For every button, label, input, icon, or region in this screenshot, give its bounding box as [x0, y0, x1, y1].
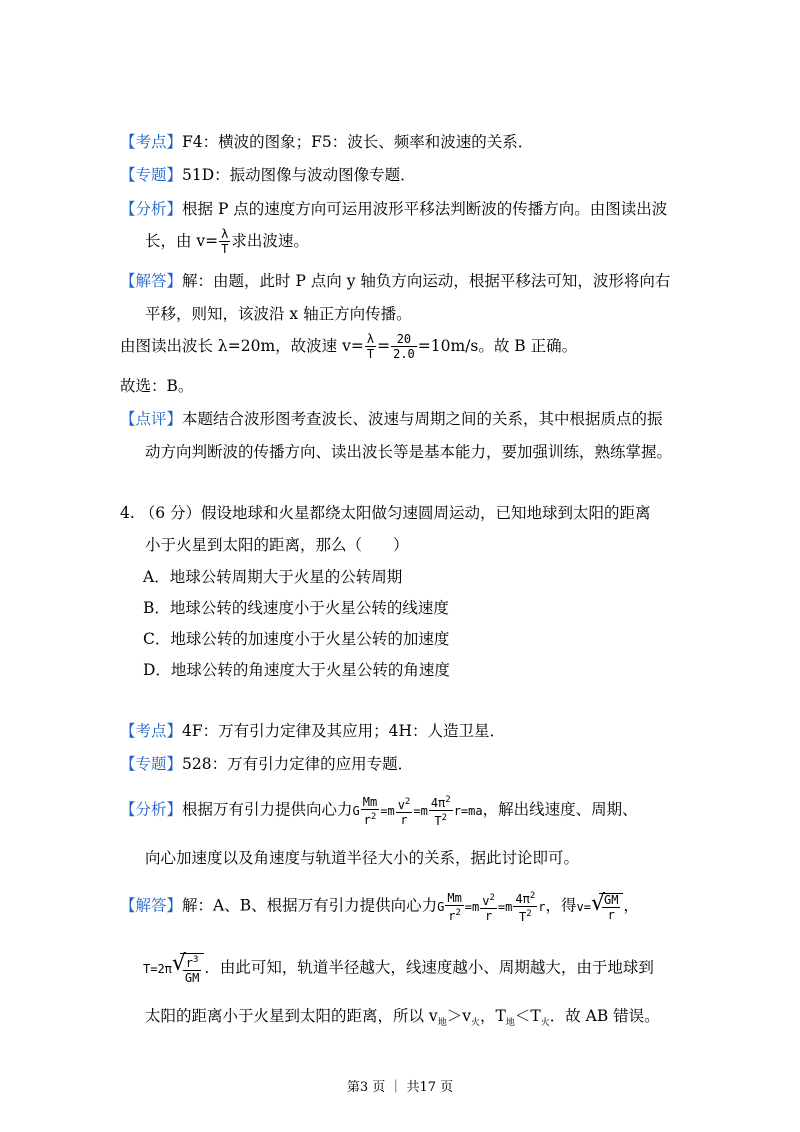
jieda-tag: 【解答】	[120, 896, 183, 915]
jieda-line2-post: ．由此可知，轨道半径越大，线速度越小、周期越大，由于地球到	[204, 958, 654, 977]
v-eq: v=	[576, 899, 591, 914]
q3-jieda-line2: 平移，则知，该波沿 x 轴正方向传播。	[145, 305, 412, 323]
frac-den	[445, 906, 463, 923]
jieda-line3-post: ．故 AB 错误。	[549, 1007, 660, 1025]
fenxi-line1-pre: 根据万有引力提供向心力	[182, 800, 353, 819]
frac-den: 2.0	[393, 347, 415, 361]
sqrt-r3-over-gm	[172, 953, 204, 985]
frac-den: r	[484, 908, 493, 923]
q3-jieda-line3	[120, 333, 577, 361]
equals-sign: =	[377, 337, 391, 355]
zhuanti-tag: 【专题】	[120, 166, 183, 184]
frac-num	[480, 892, 497, 909]
exponent: 2	[455, 907, 461, 918]
comma: ，	[623, 896, 639, 915]
equals-sign: =	[497, 899, 506, 914]
fraction-mm-over-r2	[445, 892, 463, 923]
formula-g: G	[352, 803, 360, 818]
exponent: 2	[370, 811, 377, 822]
r-symbol: r	[448, 908, 456, 923]
q3-answer: 故选：B。	[120, 377, 194, 395]
page-footer: 第3 页 ｜ 共17 页	[346, 1080, 454, 1095]
q4-jieda-line3	[145, 1005, 660, 1034]
q4-option-c: C．地球公转的加速度小于火星公转的加速度	[143, 630, 450, 648]
r-symbol: r	[185, 956, 194, 970]
sqrt-gm-over-r	[590, 890, 623, 922]
jieda-line1-mid: ，得	[545, 896, 577, 915]
exponent: 2	[445, 795, 451, 805]
zhuanti-text: 51D：振动图像与波动图像专题．	[182, 166, 416, 184]
frac-num	[513, 890, 537, 907]
q4-fenxi-line2: 向心加速度以及角速度与轨道半径大小的关系，据此讨论即可。	[145, 849, 580, 867]
fraction-mm-over-r2	[361, 796, 379, 827]
v-formula	[576, 890, 624, 922]
subscript-di: 地	[437, 1018, 447, 1029]
formula-g: G	[437, 899, 445, 914]
fraction-4pi2-over-t2	[429, 794, 453, 828]
q4-jieda-line2	[143, 953, 654, 985]
subscript-di: 地	[505, 1018, 515, 1029]
jieda-line3-post: =10m/s。故 B 正确。	[417, 337, 578, 355]
fenxi-line2-post: 求出波速。	[231, 232, 309, 250]
fenxi-line1-post: ，解出线速度、周期、	[482, 800, 638, 819]
dianping-tag: 【点评】	[120, 410, 183, 428]
frac-den: GM	[184, 971, 200, 985]
jieda-line3-mid: ，T	[479, 1007, 506, 1025]
equals-sign: =	[380, 803, 388, 818]
q4-option-b: B．地球公转的线速度小于火星公转的线速度	[143, 599, 449, 617]
t-symbol: T	[519, 910, 527, 924]
q3-jieda-line1	[120, 270, 670, 292]
q4-zhuanti	[120, 753, 413, 775]
frac-den	[361, 810, 379, 827]
jieda-tag: 【解答】	[120, 272, 183, 290]
exponent: 2	[526, 909, 532, 919]
exponent: 2	[489, 892, 495, 903]
jieda-line1: 解：由题，此时 P 点向 y 轴负方向运动，根据平移法可知，波形将向右	[182, 272, 671, 290]
frac-num: Mm	[362, 794, 378, 809]
exponent: 2	[441, 813, 448, 823]
fraction-lambda-over-t	[219, 228, 230, 256]
kaodian-text: 4F：万有引力定律及其应用；4H：人造卫星．	[182, 722, 506, 740]
q3-zhuanti	[120, 164, 416, 186]
frac-den: T	[366, 347, 375, 361]
subscript-huo: 火	[540, 1018, 550, 1029]
equals-sign: =	[413, 803, 421, 818]
fraction-4pi2-over-t2	[513, 890, 537, 924]
less-than: ＜T	[514, 1007, 541, 1025]
frac-num: λ	[366, 332, 375, 346]
frac-den: r	[400, 812, 408, 827]
exponent: 2	[404, 796, 411, 807]
formula-m: m	[505, 899, 513, 914]
q3-dianping-line1	[120, 408, 663, 430]
fenxi-tag: 【分析】	[120, 200, 183, 218]
q3-fenxi-line2	[145, 228, 309, 256]
fraction-v2-over-r	[480, 892, 497, 923]
q3-kaodian	[120, 131, 533, 153]
exponent: 3	[193, 955, 199, 965]
t-symbol: T	[434, 814, 442, 828]
q4-jieda-line1	[120, 890, 639, 924]
jieda-line3-pre: 太阳的距离小于火星到太阳的距离，所以 v	[145, 1007, 438, 1025]
q4-stem-line1: 4. （6 分）假设地球和火星都绕太阳做匀速圆周运动，已知地球到太阳的距离	[120, 504, 651, 522]
kaodian-tag: 【考点】	[120, 722, 183, 740]
exponent: 2	[529, 891, 536, 901]
frac-num: 20	[391, 333, 417, 347]
kaodian-text: F4：横波的图象；F5：波长、频率和波速的关系．	[182, 133, 534, 151]
four-pi: 4π	[430, 796, 446, 810]
t-eq: T=2π	[143, 961, 172, 976]
q3-dianping-line2: 动方向判断波的传播方向、读出波长等是基本能力，要加强训练，熟练掌握。	[145, 443, 673, 461]
v-symbol: v	[397, 797, 405, 812]
q4-stem-line2: 小于火星到太阳的距离，那么（ ）	[145, 536, 409, 554]
kaodian-tag: 【考点】	[120, 133, 183, 151]
frac-den: r	[607, 907, 615, 922]
formula-r: r	[538, 899, 546, 914]
four-pi: 4π	[515, 892, 530, 906]
frac-den	[513, 907, 537, 924]
v-symbol: v	[482, 893, 490, 908]
jieda-line1-pre: 解：A、B、根据万有引力提供向心力	[182, 896, 438, 915]
formula-m: m	[420, 803, 428, 818]
radical-icon: √	[590, 890, 605, 916]
formula-m: m	[387, 803, 395, 818]
frac-num: GM	[603, 892, 619, 907]
frac-den: T	[221, 242, 229, 256]
q4-option-d: D．地球公转的角速度大于火星公转的角速度	[143, 661, 450, 679]
frac-den	[429, 811, 453, 828]
zhuanti-text: 528：万有引力定律的应用专题．	[182, 755, 414, 773]
q3-fenxi-line1	[120, 198, 667, 220]
fenxi-tag: 【分析】	[120, 800, 183, 819]
frac-num: Mm	[447, 890, 462, 905]
fraction-v2-over-r	[396, 796, 413, 827]
q4-kaodian	[120, 720, 505, 742]
q4-fenxi-line1	[120, 794, 638, 828]
subscript-huo: 火	[470, 1018, 480, 1029]
formula-m: m	[472, 899, 480, 914]
frac-num	[396, 796, 413, 813]
r-symbol: r	[363, 812, 371, 827]
greater-than: ＞v	[446, 1007, 471, 1025]
fraction-20-over-2	[391, 333, 417, 361]
fenxi-text: 根据 P 点的速度方向可运用波形平移法判断波的传播方向。由图读出波	[182, 200, 668, 218]
frac-num: λ	[221, 227, 229, 241]
equals-sign: =	[464, 899, 473, 914]
fraction-lambda-over-t-2	[365, 333, 376, 361]
formula-tail: r=ma	[453, 803, 483, 818]
dianping-line1: 本题结合波形图考查波长、波速与周期之间的关系，其中根据质点的振	[182, 410, 663, 428]
jieda-line3-pre: 由图读出波长 λ=20m，故波速 v=	[120, 337, 364, 355]
t-formula	[143, 951, 204, 985]
radical-icon: √	[171, 951, 186, 976]
q4-option-a: A．地球公转周期大于火星的公转周期	[143, 568, 403, 586]
fenxi-line2-pre: 长，由 v=	[145, 232, 219, 250]
zhuanti-tag: 【专题】	[120, 755, 183, 773]
frac-num	[429, 794, 453, 811]
